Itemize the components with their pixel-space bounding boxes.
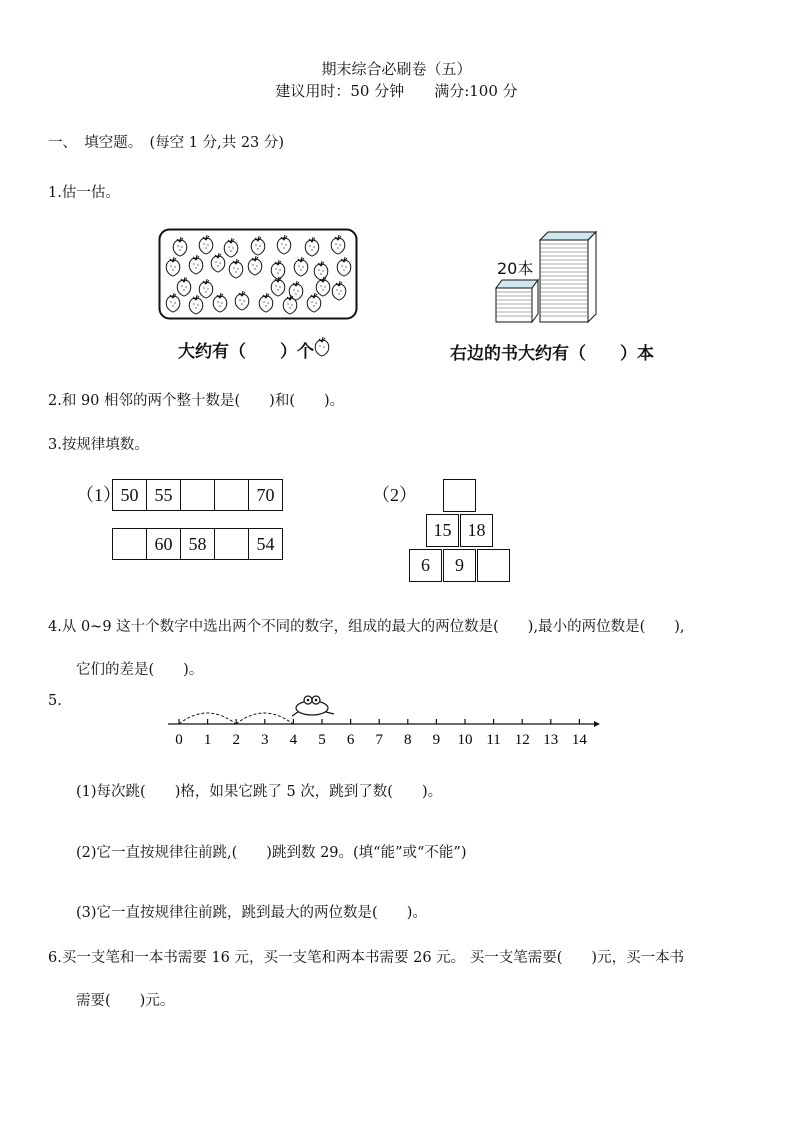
question-5-sub-3: (3)它一直按规律往前跳，跳到最大的两位数是( )。 — [76, 905, 427, 921]
strawberry-box — [158, 228, 358, 320]
question-5-sub-1: (1)每次跳( )格，如果它跳了 5 次，跳到了数( )。 — [76, 784, 443, 800]
number-line-tick-label: 12 — [514, 732, 530, 748]
question-2: 2.和 90 相邻的两个整十数是( )和( )。 — [48, 393, 345, 409]
sequence-cell[interactable] — [181, 480, 215, 511]
question-6-line-1: 6.买一支笔和一本书需要 16 元，买一支笔和两本书需要 26 元。 买一支笔需要( )元，买一本书 — [48, 950, 685, 966]
sequence-row-2 — [112, 528, 283, 560]
question-5-sub-2: (2)它一直按规律往前跳,( )跳到数 29。(填“能”或“不能”) — [76, 845, 467, 861]
number-line-tick-label: 13 — [543, 732, 559, 748]
sequence-cell[interactable] — [215, 529, 249, 560]
sequence-cell[interactable] — [113, 529, 147, 560]
number-line-tick-label: 14 — [571, 732, 587, 748]
page-title: 期末综合必刷卷（五） — [321, 60, 472, 78]
number-line-tick-label: 4 — [289, 732, 298, 748]
number-line-tick-label: 1 — [203, 732, 212, 748]
book-stacks-illustration — [490, 228, 600, 326]
question-5: 5. — [48, 693, 62, 709]
sequence-cell[interactable]: 70 — [249, 480, 283, 511]
sequence-cell[interactable]: 54 — [249, 529, 283, 560]
sequence-cell[interactable]: 60 — [147, 529, 181, 560]
page-meta: 建议用时：50 分钟 满分:100 分 — [275, 82, 518, 100]
number-line-tick-label: 5 — [318, 732, 326, 748]
question-3: 3.按规律填数。 — [48, 437, 149, 453]
frog-icon — [292, 696, 334, 716]
book-stack-label: 20本 — [497, 259, 534, 278]
pyramid-middle-cell: 15 — [426, 514, 459, 547]
sequence-row-1 — [112, 479, 283, 511]
sequence-cell[interactable] — [215, 480, 249, 511]
strawberry-icon — [312, 335, 332, 357]
number-line-tick-label: 11 — [486, 732, 501, 748]
number-line-tick-label: 7 — [375, 732, 383, 748]
number-line-tick-label: 8 — [404, 732, 412, 748]
pyramid-bottom-cell[interactable] — [477, 549, 510, 582]
question-1: 1.估一估。 — [48, 185, 120, 201]
q3-part1-label: （1） — [76, 485, 121, 505]
number-line-tick-label: 3 — [261, 732, 269, 748]
sequence-cell[interactable]: 50 — [113, 480, 147, 511]
pyramid-bottom-cell: 6 — [409, 549, 442, 582]
number-line-tick-label: 0 — [175, 732, 183, 748]
number-line — [160, 690, 600, 750]
question-4-line-1: 4.从 0~9 这十个数字中选出两个不同的数字，组成的最大的两位数是( ),最小的两位数是( ), — [48, 619, 685, 635]
question-4-line-2: 它们的差是( )。 — [76, 662, 204, 678]
pyramid-middle-cell: 18 — [460, 514, 493, 547]
number-line-tick-label: 6 — [346, 732, 355, 748]
number-line-tick-label: 10 — [457, 732, 473, 748]
sequence-cell[interactable]: 58 — [181, 529, 215, 560]
q3-part2-label: （2） — [372, 485, 417, 505]
number-line-tick-label: 9 — [432, 732, 441, 748]
question-6-line-2: 需要( )元。 — [76, 993, 175, 1009]
sequence-cell[interactable]: 55 — [147, 480, 181, 511]
pyramid-top-cell[interactable] — [443, 479, 476, 512]
pyramid-bottom-cell: 9 — [443, 549, 476, 582]
strawberry-caption: 大约有（ ）个 — [178, 342, 314, 362]
section-heading: 一、 填空题。 (每空 1 分,共 23 分) — [48, 135, 285, 151]
book-caption: 右边的书大约有（ ）本 — [450, 344, 654, 364]
number-line-tick-label: 2 — [232, 732, 240, 748]
